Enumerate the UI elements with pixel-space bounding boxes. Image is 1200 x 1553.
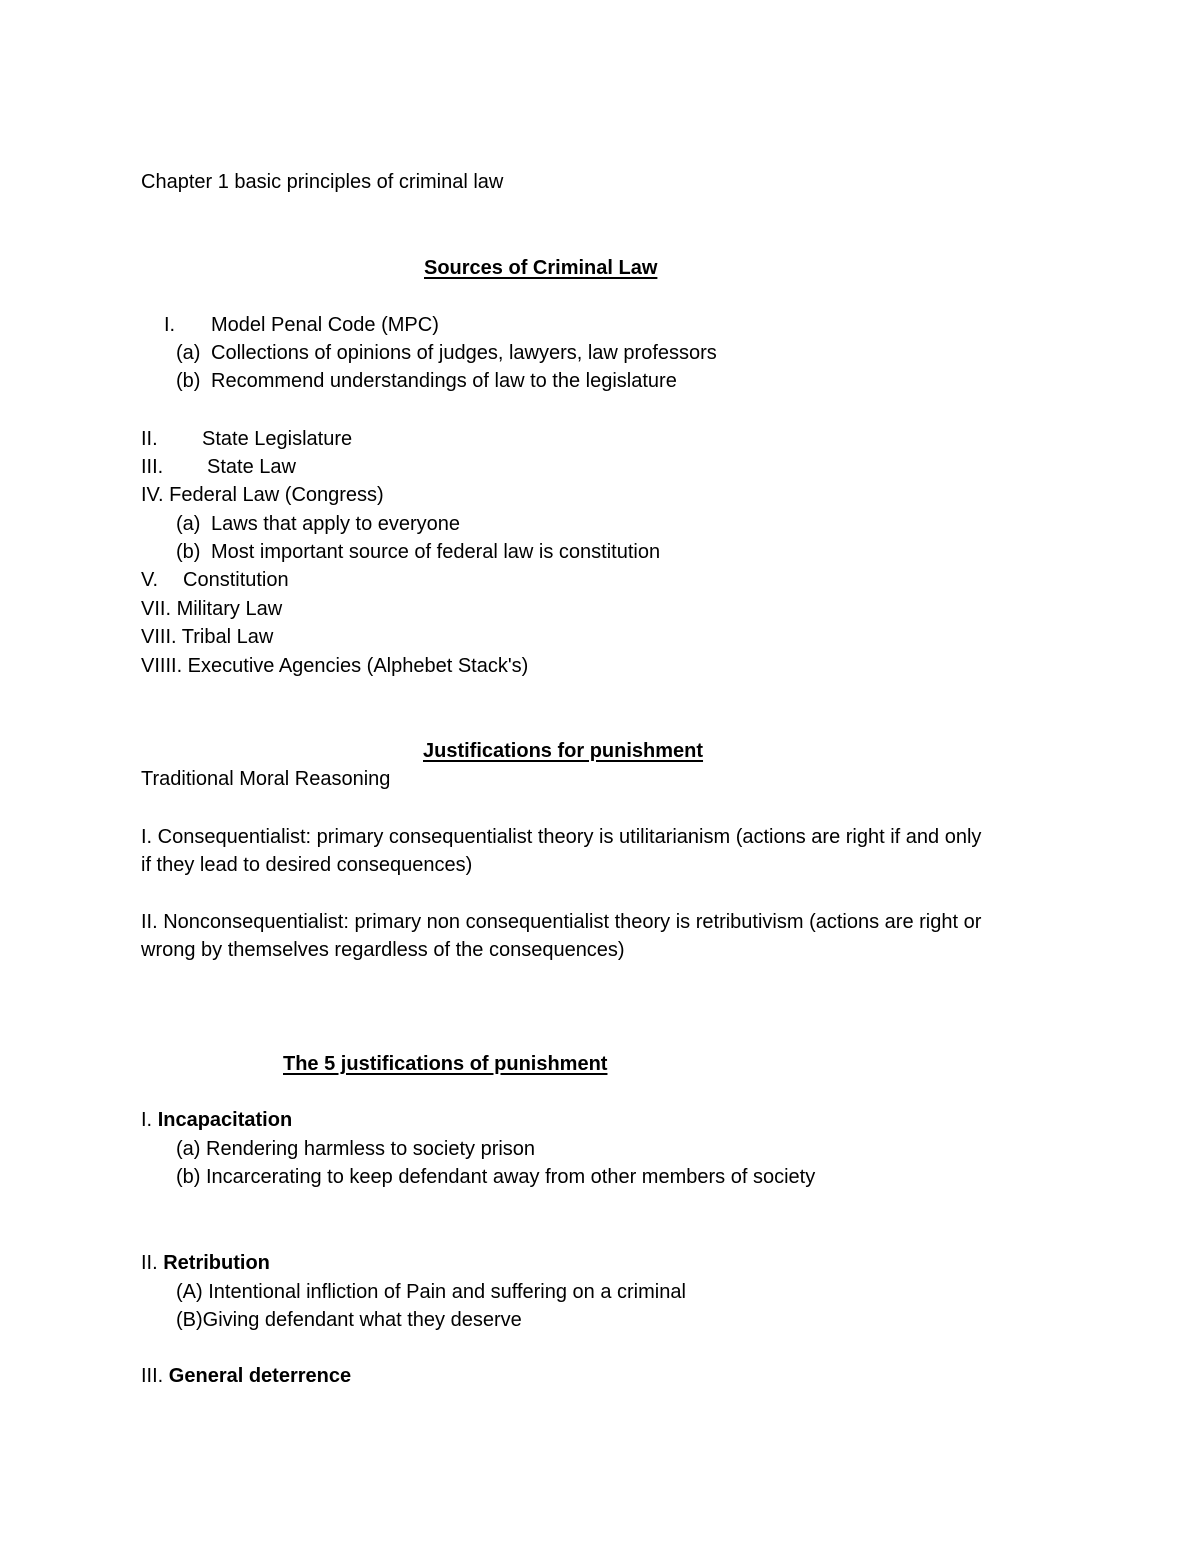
source-subitem-text: Most important source of federal law is constitution <box>211 541 661 563</box>
source-subitem-letter: (a) <box>176 342 201 364</box>
justifications-subheading: Traditional Moral Reasoning <box>141 768 391 790</box>
source-subitem-letter: (a) <box>176 513 201 535</box>
paragraph-line: wrong by themselves regardless of the consequences) <box>141 939 625 961</box>
justification-title: Incapacitation <box>157 1109 293 1131</box>
paragraph-line: I. Consequentialist: primary consequentialist theory is utilitarianism (actions are right if and only <box>141 826 982 848</box>
justification-number: I. <box>141 1109 153 1131</box>
source-item: VIIII. Executive Agencies (Alphebet Stack's) <box>141 655 529 677</box>
justification-item <box>141 1364 351 1388</box>
chapter-title: Chapter 1 basic principles of criminal law <box>141 171 504 193</box>
justification-subitem: (a) Rendering harmless to society prison <box>176 1138 536 1160</box>
source-item-text: State Law <box>207 456 296 478</box>
justification-subitem: (A) Intentional infliction of Pain and suffering on a criminal <box>176 1281 686 1303</box>
justification-number: II. <box>141 1252 158 1274</box>
paragraph-line: II. Nonconsequentialist: primary non consequentialist theory is retributivism (actions are right or <box>141 911 982 933</box>
source-item-number: II. <box>141 428 158 450</box>
source-item-text: State Legislature <box>202 428 353 450</box>
justification-item <box>141 1251 270 1275</box>
source-item-text: Constitution <box>183 569 289 591</box>
sources-heading: Sources of Criminal Law <box>424 257 658 279</box>
source-subitem-text: Collections of opinions of judges, lawyers, law professors <box>211 342 717 364</box>
source-item-number: I. <box>164 314 176 336</box>
justification-title: General deterrence <box>168 1365 352 1387</box>
source-item-number: III. <box>141 456 164 478</box>
justification-subitem: (B)Giving defendant what they deserve <box>176 1309 522 1331</box>
source-subitem-letter: (b) <box>176 370 201 392</box>
justification-title: Retribution <box>163 1252 270 1274</box>
five-justifications-heading: The 5 justifications of punishment <box>283 1053 608 1075</box>
source-item: VIII. Tribal Law <box>141 626 274 648</box>
source-item: IV. Federal Law (Congress) <box>141 484 384 506</box>
justification-number: III. <box>141 1365 164 1387</box>
source-subitem-text: Laws that apply to everyone <box>211 513 461 535</box>
paragraph-line: if they lead to desired consequences) <box>141 854 473 876</box>
justification-subitem: (b) Incarcerating to keep defendant away from other members of society <box>176 1166 816 1188</box>
source-subitem-text: Recommend understandings of law to the legislature <box>211 370 677 392</box>
source-item-number: V. <box>141 569 159 591</box>
source-item: VII. Military Law <box>141 598 283 620</box>
justifications-heading: Justifications for punishment <box>423 740 704 762</box>
source-item-text: Model Penal Code (MPC) <box>211 314 439 336</box>
justification-item <box>141 1108 292 1132</box>
source-subitem-letter: (b) <box>176 541 201 563</box>
